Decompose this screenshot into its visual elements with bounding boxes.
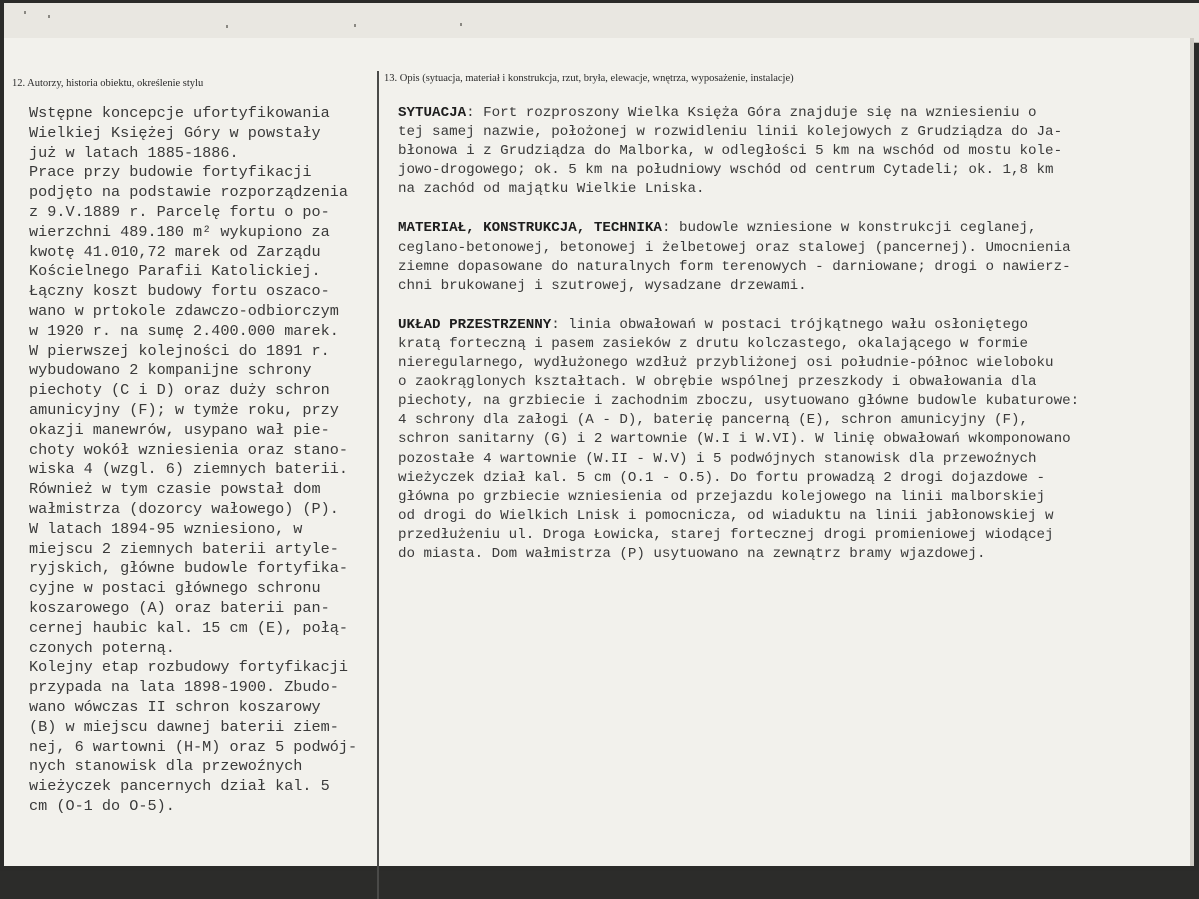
text-line: kwotę 41.010,72 marek od Zarządu: [29, 242, 321, 261]
text-line: ryjskich, główne budowle fortyfika-: [29, 559, 348, 578]
heading-material: MATERIAŁ, KONSTRUKCJA, TECHNIKA: [398, 220, 662, 237]
text-line: Również w tym czasie powstał dom: [29, 480, 321, 499]
text-line: cyjne w postaci głównego schronu: [29, 579, 321, 598]
scan-speck: [24, 11, 26, 14]
text-line: okazji manewrów, usypano wał pie-: [29, 420, 330, 439]
heading-situation: SYTUACJA: [398, 105, 467, 121]
text-line: W latach 1894-95 wzniesiono, w: [29, 519, 303, 538]
text-line: schron sanitarny (G) i 2 wartownie (W.I i W.VI). W linię obwałowań wkomponowano: [398, 431, 1071, 448]
text-line: chni brukowanej i szutrowej, wysadzane drzewami.: [398, 277, 807, 294]
text-line: miejscu 2 ziemnych baterii artyle-: [29, 539, 339, 558]
text-line: główna po grzbiecie wzniesienia od przejazdu kolejowego na linii malborskiej: [398, 488, 1046, 505]
text-line: (B) w miejscu dawnej baterii ziem-: [29, 717, 339, 736]
text-line: piechoty, na grzbiecie i zachodnim zboczu, usytuowano główne budowle kubaturowe:: [398, 393, 1080, 410]
text-line: nej, 6 wartowni (H-M) oraz 5 podwój-: [29, 737, 358, 756]
text-line: W pierwszej kolejności do 1891 r.: [29, 341, 330, 360]
text-line: ceglano-betonowej, betonowej i żelbetowej oraz stalowej (pancernej). Umocnienia: [398, 239, 1071, 256]
text-line: od drogi do Wielkich Lnisk i pomocnicza, od wiaduktu na linii jabłonowskiej w: [398, 507, 1054, 524]
text-line: cernej haubic kal. 15 cm (E), połą-: [29, 618, 348, 637]
text-line: Wielkiej Księżej Góry w powstały: [29, 123, 321, 142]
text-line: SYTUACJA: Fort rozproszony Wielka Księża Góra znajduje się na wzniesieniu o: [398, 105, 1037, 121]
text-line: choty wokół wzniesienia oraz stano-: [29, 440, 348, 459]
text-line: wybudowano 2 kompanijne schrony: [29, 361, 312, 380]
text-line: UKŁAD PRZESTRZENNY: linia obwałowań w postaci trójkątnego wału osłoniętego: [398, 316, 1029, 333]
scan-speck: [226, 25, 228, 28]
paragraph-material: [398, 219, 1178, 295]
document-page: [4, 38, 1194, 866]
text-line: MATERIAŁ, KONSTRUKCJA, TECHNIKA: budowle wzniesione w konstrukcji ceglanej,: [398, 220, 1037, 237]
text-line: wierzchni 489.180 m² wykupiono za: [29, 222, 330, 241]
text-line: wieżyczek pancernych dział kal. 5: [29, 777, 330, 796]
text-line: amunicyjny (F); w tymże roku, przy: [29, 400, 339, 419]
text-line: Wstępne koncepcje ufortyfikowania: [29, 104, 330, 122]
text-line: o zaokrąglonych kształtach. W obrębie wspólnej przeszkody i obwałowania dla: [398, 374, 1037, 391]
text-line: nieregularnego, wydłużonego wzdłuż przybliżonej osi południe-północ wieloboku: [398, 355, 1054, 372]
text-line: podjęto na podstawie rozporządzenia: [29, 183, 348, 202]
text-line: tej samej nazwie, położonej w rozwidleniu linii kolejowych z Grudziądza do Ja-: [398, 124, 1063, 141]
section-12-label: 12. Autorzy, historia obiektu, określenie stylu: [12, 78, 204, 89]
text-line: do miasta. Dom wałmistrza (P) usytuowano na zewnątrz bramy wjazdowej.: [398, 545, 986, 562]
text-line: przedłużeniu ul. Droga Łowicka, starej fortecznej drogi promieniowej wiodącej: [398, 526, 1054, 543]
text-line: z 9.V.1889 r. Parcelę fortu o po-: [29, 202, 330, 221]
text-line: błonowa i z Grudziądza do Malborka, w odległości 5 km na wschód od mostu kole-: [398, 143, 1063, 160]
text-line: kratą forteczną i pasem zasieków z drutu kolczastego, okalającego w formie: [398, 335, 1029, 352]
text-line: wiska 4 (wzgl. 6) ziemnych baterii.: [29, 460, 348, 479]
text-line: Łączny koszt budowy fortu oszaco-: [29, 282, 330, 301]
heading-layout: UKŁAD PRZESTRZENNY: [398, 316, 552, 333]
paragraph-layout: [398, 316, 1178, 564]
scan-speck: [48, 15, 50, 18]
column-divider: [377, 71, 379, 899]
scan-speck: [460, 23, 462, 26]
text-line: czonych poterną.: [29, 638, 175, 657]
text-line: nych stanowisk dla przewoźnych: [29, 757, 303, 776]
text-line: 4 schrony dla załogi (A - D), baterię pancerną (E), schron amunicyjny (F),: [398, 412, 1029, 429]
text-line: Prace przy budowie fortyfikacji: [29, 163, 312, 182]
text-line: przypada na lata 1898-1900. Zbudo-: [29, 678, 339, 697]
paragraph-situation: [398, 104, 1178, 199]
text-line: wieżyczek dział kal. 5 cm (O.1 - O.5). Do fortu prowadzą 2 drogi dojazdowe -: [398, 469, 1046, 486]
text-line: piechoty (C i D) oraz duży schron: [29, 381, 330, 400]
history-text: [29, 104, 374, 817]
text-line: cm (O-1 do O-5).: [29, 796, 175, 815]
text-line: na zachód od majątku Wielkie Lniska.: [398, 181, 705, 198]
section-13-label: 13. Opis (sytuacja, materiał i konstrukcja, rzut, bryła, elewacje, wnętrza, wyposażenie, instalacje): [384, 73, 794, 84]
text-line: jowo-drogowego; ok. 5 km na południowy wschód od centrum Cytadeli; ok. 1,8 km: [398, 162, 1054, 179]
text-line: wano wówczas II schron koszarowy: [29, 697, 321, 716]
text-line: wano w prtokole zdawczo-odbiorczym: [29, 301, 339, 320]
text-line: pozostałe 4 wartownie (W.II - W.V) i 5 podwójnych stanowisk dla przewoźnych: [398, 450, 1037, 467]
text-line: już w latach 1885-1886.: [29, 143, 239, 162]
text-line: ziemne dopasowane do naturalnych form terenowych - darniowane; drogi o nawierz-: [398, 258, 1071, 275]
text-line: koszarowego (A) oraz baterii pan-: [29, 598, 330, 617]
text-line: w 1920 r. na sumę 2.400.000 marek.: [29, 321, 339, 340]
back-sheet-edge: [4, 3, 1199, 43]
text-line: wałmistrza (dozorcy wałowego) (P).: [29, 499, 339, 518]
text-line: Kościelnego Parafii Katolickiej.: [29, 262, 321, 281]
text-line: Kolejny etap rozbudowy fortyfikacji: [29, 658, 348, 677]
description-text: [398, 104, 1178, 584]
scan-speck: [354, 24, 356, 27]
